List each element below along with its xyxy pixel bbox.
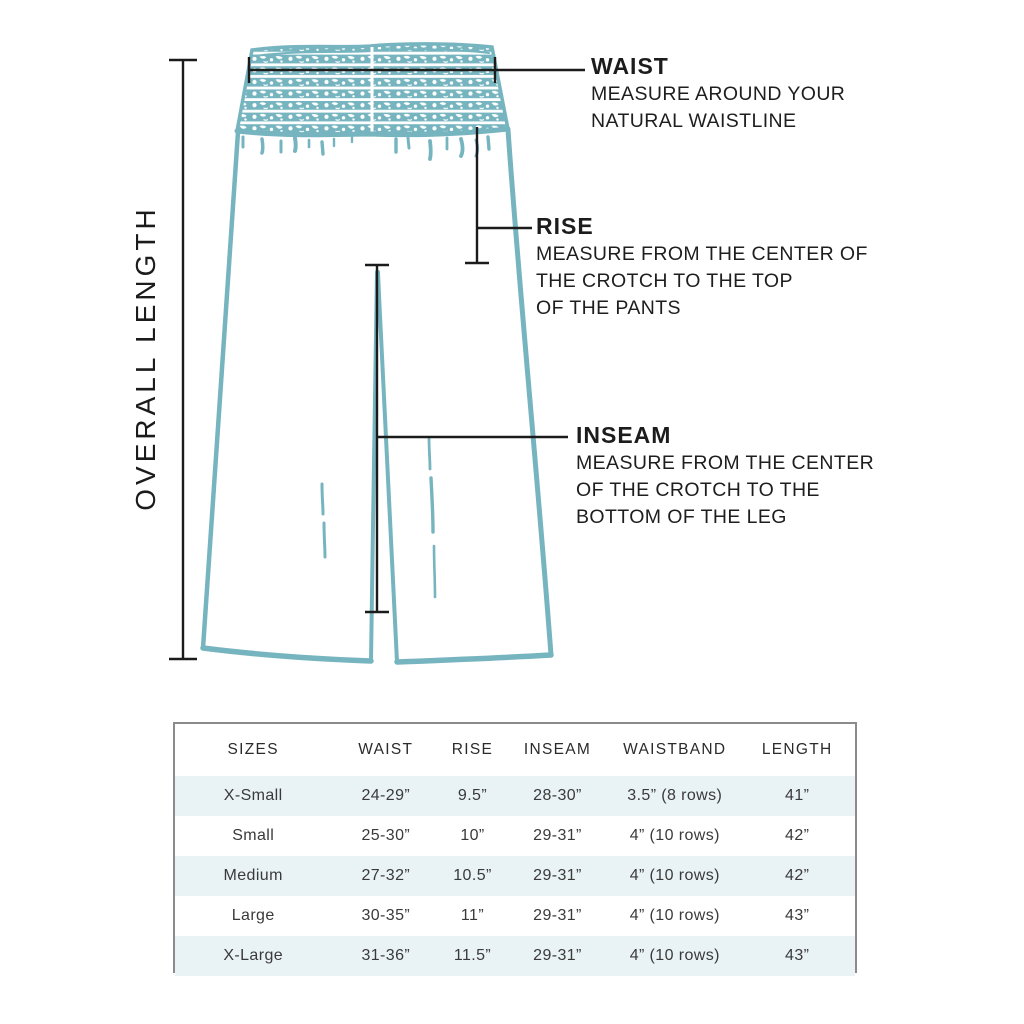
overall-length-line [169, 60, 197, 659]
inseam-cell: 29-31” [533, 867, 582, 884]
waistband-cell: 4” (10 rows) [629, 947, 720, 964]
rise-description-line: OF THE PANTS [536, 297, 681, 319]
table-row [175, 936, 855, 976]
waist-annotation [591, 52, 845, 135]
inseam-cell: 28-30” [533, 787, 582, 804]
rise-description-line: THE CROTCH TO THE TOP [536, 270, 793, 292]
header-row [175, 724, 855, 776]
sizes-cell: Small [232, 827, 275, 844]
table-row [175, 776, 855, 816]
waistband-cell: 4” (10 rows) [629, 867, 720, 884]
waist-description [591, 81, 845, 135]
waist-label: WAIST [591, 53, 669, 79]
rise-cell: 9.5” [457, 787, 488, 804]
table-row [175, 856, 855, 896]
waist-cell: 25-30” [361, 827, 411, 844]
length-cell: 42” [785, 867, 810, 884]
sizes-cell: X-Small [223, 787, 283, 804]
length-cell: 43” [785, 947, 810, 964]
waist-cell: 24-29” [361, 787, 411, 804]
size-chart-header [175, 724, 855, 776]
waistband-cell: 4” (10 rows) [629, 907, 720, 924]
sizes-cell: Medium [223, 867, 283, 884]
column-header-length: LENGTH [761, 741, 833, 758]
rise-cell: 11” [460, 907, 485, 924]
inseam-cell: 29-31” [533, 907, 582, 924]
inseam-annotation [576, 421, 874, 531]
inseam-cell: 29-31” [533, 827, 582, 844]
waist-description-line: NATURAL WAISTLINE [591, 110, 797, 132]
inseam-description [576, 450, 874, 531]
inseam-cell: 29-31” [533, 947, 582, 964]
sizes-cell: Large [231, 907, 275, 924]
rise-cell: 11.5” [453, 947, 492, 964]
length-cell: 43” [785, 907, 810, 924]
rise-annotation [536, 212, 868, 322]
waist-cell: 27-32” [361, 867, 411, 884]
table-row [175, 816, 855, 856]
rise-cell: 10” [460, 827, 485, 844]
column-header-inseam: INSEAM [523, 741, 592, 758]
rise-description [536, 241, 868, 322]
rise-cell: 10.5” [453, 867, 492, 884]
column-header-waistband: WAISTBAND [623, 741, 727, 758]
inseam-description-line: MEASURE FROM THE CENTER [576, 452, 875, 474]
inseam-label: INSEAM [576, 422, 672, 448]
length-cell: 41” [785, 787, 810, 804]
waist-cell: 31-36” [361, 947, 411, 964]
smocked-waistband [237, 44, 508, 135]
waistband-cell: 3.5” (8 rows) [627, 787, 723, 804]
column-header-rise: RISE [451, 741, 494, 758]
size-table-body [175, 776, 855, 976]
sizes-cell: X-Large [223, 947, 284, 964]
rise-description-line: MEASURE FROM THE CENTER OF [536, 243, 868, 265]
overall-length-label: OVERALL LENGTH [130, 205, 161, 511]
inseam-description-line: BOTTOM OF THE LEG [576, 506, 787, 528]
table-row [175, 896, 855, 936]
length-cell: 42” [785, 827, 810, 844]
rise-label: RISE [536, 213, 594, 239]
size-chart-table [173, 722, 857, 973]
column-header-waist: WAIST [358, 741, 414, 758]
waistband-cell: 4” (10 rows) [629, 827, 720, 844]
inseam-description-line: OF THE CROTCH TO THE [576, 479, 820, 501]
waist-description-line: MEASURE AROUND YOUR [591, 83, 846, 105]
waist-cell: 30-35” [361, 907, 411, 924]
column-header-sizes: SIZES [227, 741, 279, 758]
